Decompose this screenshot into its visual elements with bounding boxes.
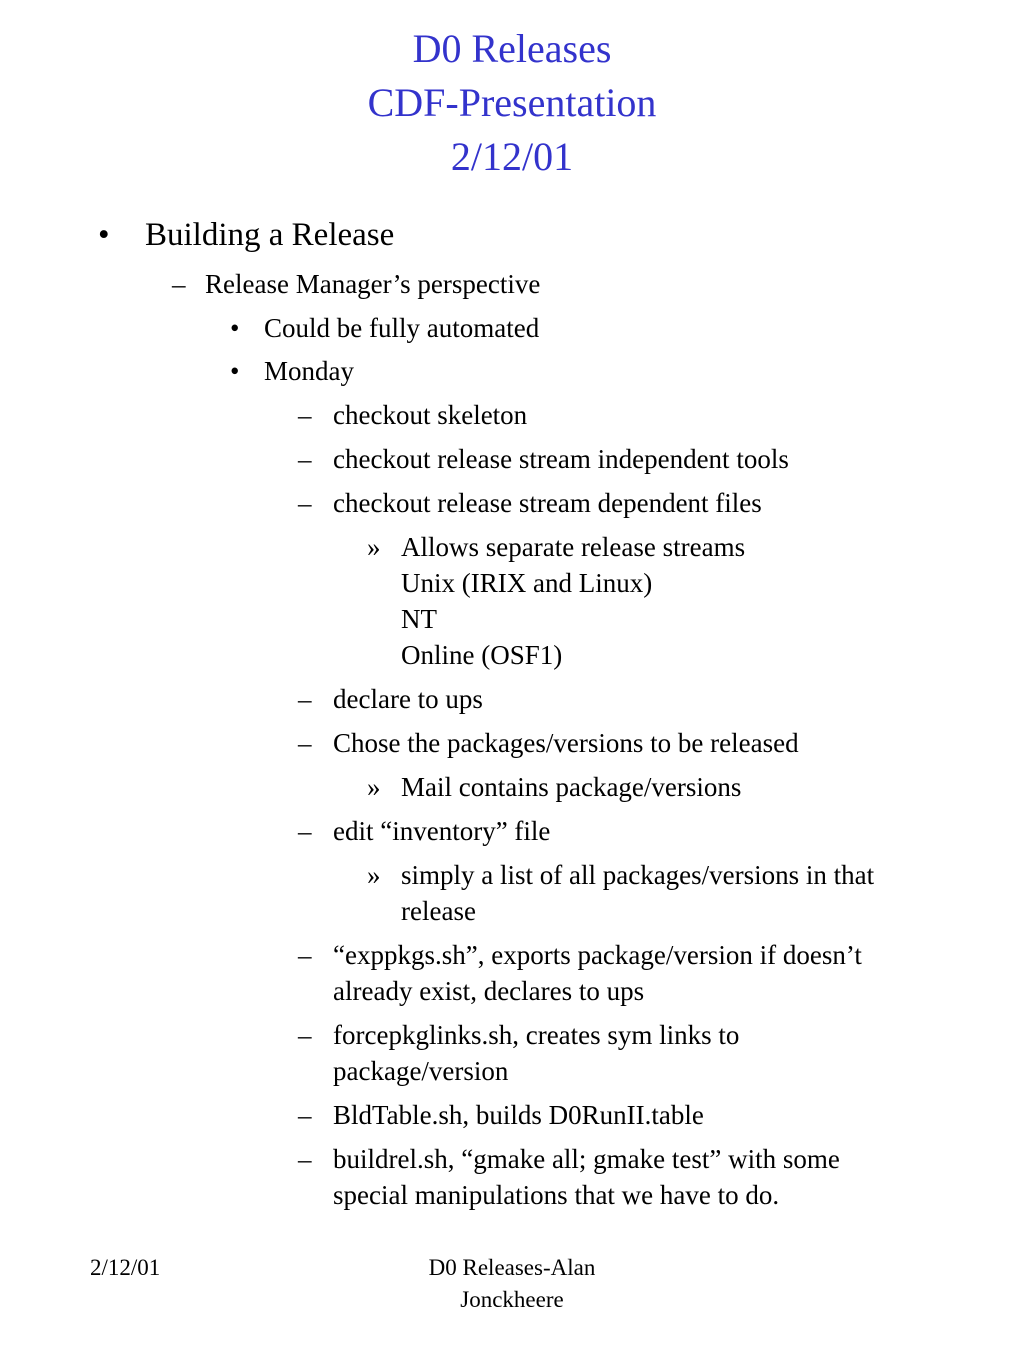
- note-mail-contains: Mail contains package/versions: [401, 772, 742, 802]
- point-fully-automated: Could be fully automated: [264, 313, 540, 343]
- bullet-marker: •: [230, 356, 240, 386]
- bullet-marker: •: [230, 313, 240, 343]
- footer-author-line-2: Jonckheere: [460, 1287, 564, 1312]
- step-buildrel: buildrel.sh, “gmake all; gmake test” with some: [333, 1144, 840, 1174]
- dash-marker: –: [298, 1020, 312, 1050]
- note-nt: NT: [401, 604, 437, 634]
- point-monday: Monday: [264, 356, 354, 386]
- step-checkout-skeleton: checkout skeleton: [333, 400, 528, 430]
- chevron-marker: »: [367, 860, 381, 890]
- heading-building-release: Building a Release: [145, 217, 395, 253]
- step-buildrel-cont: special manipulations that we have to do.: [333, 1180, 780, 1210]
- note-inventory-list: simply a list of all packages/versions in that: [401, 860, 875, 890]
- title-line-2: CDF-Presentation: [367, 80, 657, 125]
- dash-marker: –: [172, 269, 186, 299]
- title-line-1: D0 Releases: [412, 26, 612, 71]
- bullet-marker: •: [98, 217, 110, 253]
- dash-marker: –: [298, 488, 312, 518]
- note-unix: Unix (IRIX and Linux): [401, 568, 653, 598]
- chevron-marker: »: [367, 532, 381, 562]
- step-forcepkglinks-cont: package/version: [333, 1056, 509, 1086]
- note-online: Online (OSF1): [401, 640, 563, 670]
- dash-marker: –: [298, 728, 312, 758]
- step-checkout-independent-tools: checkout release stream independent tools: [333, 444, 789, 474]
- dash-marker: –: [298, 400, 312, 430]
- step-edit-inventory: edit “inventory” file: [333, 816, 551, 846]
- note-separate-streams: Allows separate release streams: [401, 532, 746, 562]
- chevron-marker: »: [367, 772, 381, 802]
- title-line-3: 2/12/01: [450, 134, 574, 179]
- subheading-release-manager: Release Manager’s perspective: [205, 269, 541, 299]
- dash-marker: –: [298, 1100, 312, 1130]
- step-bldtable: BldTable.sh, builds D0RunII.table: [333, 1100, 704, 1130]
- slide-title: [0, 22, 1024, 184]
- step-checkout-dependent-files: checkout release stream dependent files: [333, 488, 762, 518]
- footer-author: [400, 1252, 624, 1316]
- note-inventory-list-cont: release: [401, 896, 476, 926]
- dash-marker: –: [298, 940, 312, 970]
- step-choose-packages: Chose the packages/versions to be released: [333, 728, 799, 758]
- dash-marker: –: [298, 684, 312, 714]
- step-forcepkglinks: forcepkglinks.sh, creates sym links to: [333, 1020, 740, 1050]
- footer-date: 2/12/01: [90, 1255, 161, 1280]
- step-declare-to-ups: declare to ups: [333, 684, 483, 714]
- dash-marker: –: [298, 1144, 312, 1174]
- footer-author-line-1: D0 Releases-Alan: [428, 1255, 596, 1280]
- dash-marker: –: [298, 816, 312, 846]
- step-exppkgs: “exppkgs.sh”, exports package/version if doesn’t: [333, 940, 862, 970]
- step-exppkgs-cont: already exist, declares to ups: [333, 976, 645, 1006]
- dash-marker: –: [298, 444, 312, 474]
